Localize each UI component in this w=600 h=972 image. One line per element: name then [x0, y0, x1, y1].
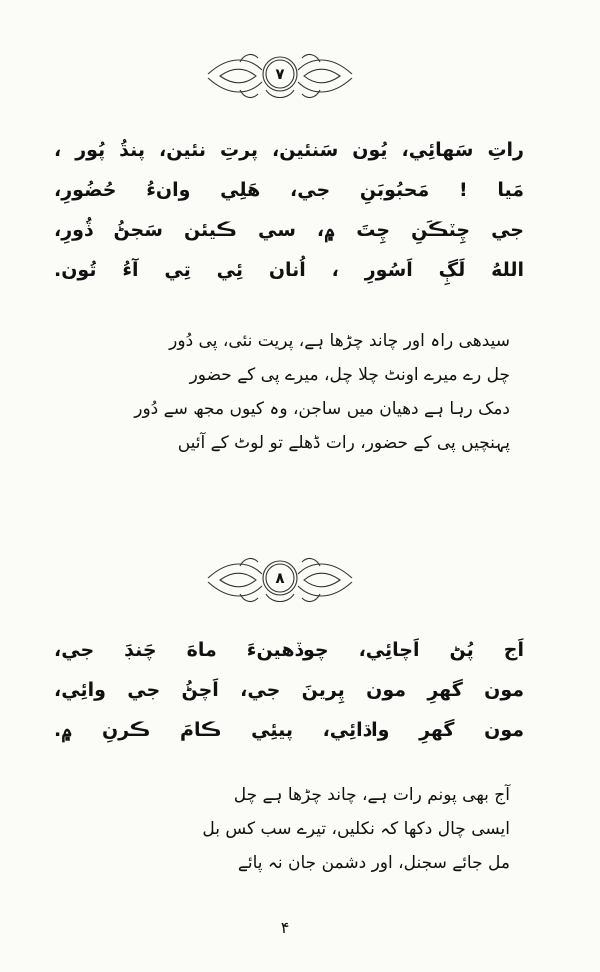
sindhi-line: راتِ سَهائِي، يُون سَنئين، پرتِ نئين، پنڌُ پُور ، [54, 139, 524, 161]
poem-8-sindhi-verse [54, 630, 524, 750]
poem-7-ornament [200, 44, 360, 108]
sindhi-line: مَيا ! مَحبُوبَنِ جي، هَلِي وانءُ حُضُورِ، [54, 179, 524, 201]
sindhi-line: مون گهرِ مون پِرينَ جي، اَچڻُ جي وائِي، [54, 679, 524, 701]
poem-7-sindhi-verse [54, 130, 524, 290]
poem-8-ornament [200, 548, 360, 612]
urdu-line: سیدھی راہ اور چاند چڑھا ہے، پریت نئی، پی دُور [169, 331, 510, 351]
sindhi-line: مون گهرِ واڌائِي، پيئِي ڪامَ ڪرنِ ۾. [54, 719, 524, 741]
sindhi-line: جي چِٽڪَنِ چِتَ ۾، سي ڪيئن سَجڻُ ڏُورِ، [54, 219, 524, 241]
urdu-line: مل جائے سجنل، اور دشمن جان نہ پائے [237, 853, 510, 873]
urdu-line: دمک رہا ہے دھیان میں ساجن، وہ کیوں مجھ سے دُور [134, 399, 510, 419]
poem-8-urdu-translation [130, 778, 510, 880]
urdu-line: آج بھی پونم رات ہے، چاند چڑھا ہے چل [233, 785, 510, 805]
page-number: ۴ [280, 918, 290, 937]
urdu-line: ایسی چال دکھا کہ نکلیں، تیرے سب کس بل [202, 819, 510, 839]
sindhi-line: اللهُ لَڳِ اَسُورِ ، اُنان ئِي تِي آءُ تُون. [54, 259, 524, 281]
poem-7-urdu-translation [130, 324, 510, 460]
urdu-line: پہنچیں پی کے حضور، رات ڈھلے تو لوٹ کے آئیں [177, 433, 510, 453]
poem-7-number: ٧ [275, 65, 285, 83]
urdu-line: چل رے میرے اونٹ چلا چل، میرے پی کے حضور [189, 365, 510, 385]
poem-8-number: ٨ [275, 569, 285, 587]
sindhi-line: اَج پُڻ اَچائِي، چوڏهينءَ ماهَ چَنڊَ جي، [54, 639, 524, 661]
